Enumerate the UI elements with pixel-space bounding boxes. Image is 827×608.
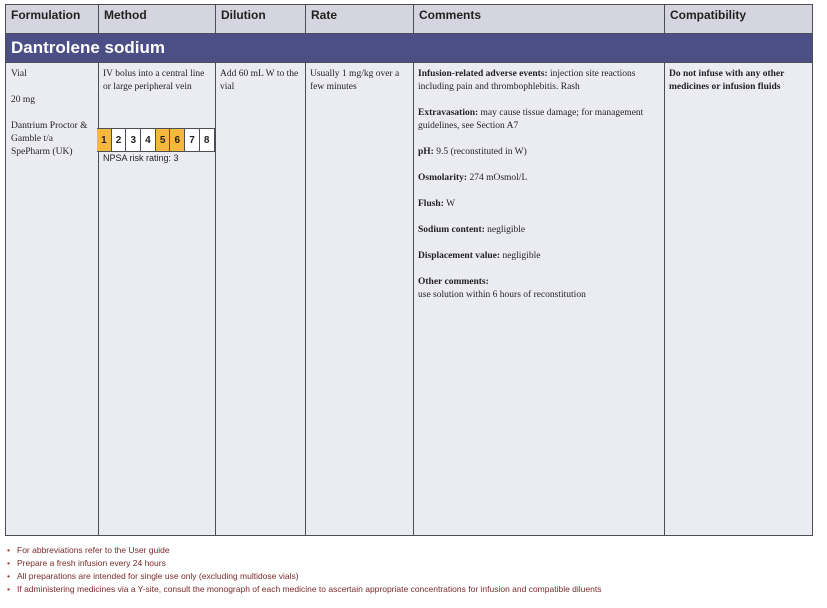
comment-extravasation — [418, 107, 660, 133]
risk-scale — [97, 128, 215, 152]
comment-adverse — [418, 68, 660, 94]
rate-text: Usually 1 mg/kg over a few minutes — [310, 69, 400, 92]
footnote-item — [7, 557, 601, 570]
comment-label: Extravasation: — [418, 108, 479, 118]
risk-box-8: 8 — [200, 129, 215, 151]
formulation-manufacturer: Dantrium Proctor & Gamble t/a SpePharm (UK) — [11, 121, 88, 157]
monograph-table — [5, 4, 813, 536]
formulation-strength: 20 mg — [11, 95, 36, 105]
comment-ph — [418, 146, 660, 159]
npsa-risk-rating: NPSA risk rating: 3 — [103, 153, 179, 163]
comment-other — [418, 276, 660, 302]
risk-box-2: 2 — [112, 129, 127, 151]
header-dilution: Dilution — [221, 8, 266, 22]
header-row — [6, 5, 812, 34]
divider — [98, 5, 99, 34]
risk-box-3: 3 — [126, 129, 141, 151]
comment-value: injection site reactions including pain and thrombophlebitis. Rash — [418, 69, 636, 92]
formulation-form: Vial — [11, 69, 27, 79]
compatibility-cell — [664, 65, 814, 107]
comment-value: W — [443, 199, 456, 209]
comment-label: Displacement value: — [418, 251, 501, 261]
dilution-cell — [215, 65, 305, 107]
risk-box-4: 4 — [141, 129, 156, 151]
header-formulation: Formulation — [11, 8, 81, 22]
header-rate: Rate — [311, 8, 338, 22]
comment-label: pH: — [418, 147, 434, 157]
comment-label: Other comments: — [418, 277, 489, 287]
dilution-text: Add 60 mL W to the vial — [220, 69, 299, 92]
method-text: IV bolus into a central line or large peripheral vein — [103, 69, 205, 92]
divider — [215, 63, 216, 536]
comment-flush — [418, 198, 660, 211]
risk-box-5: 5 — [156, 129, 171, 151]
bullet-icon: • — [7, 558, 10, 568]
divider — [664, 5, 665, 34]
bullet-icon: • — [7, 584, 10, 594]
divider — [664, 63, 665, 536]
bullet-icon: • — [7, 545, 10, 555]
footnote-item — [7, 544, 601, 557]
compatibility-text: Do not infuse with any other medicines or infusion fluids — [669, 69, 785, 92]
comment-value: negligible — [500, 251, 541, 261]
footnotes — [7, 544, 601, 596]
footnote-text: If administering medicines via a Y-site, consult the monograph of each medicine to ascertain appropriate concentrations for infusion and compatible diluents — [17, 584, 602, 594]
footnote-text: For abbreviations refer to the User guide — [17, 545, 170, 555]
method-cell — [98, 65, 215, 107]
comment-value: 274 mOsmol/L — [467, 173, 528, 183]
comment-label: Sodium content: — [418, 225, 485, 235]
bullet-icon: • — [7, 571, 10, 581]
comment-label: Flush: — [418, 199, 444, 209]
risk-box-1: 1 — [97, 129, 112, 151]
comment-label: Osmolarity: — [418, 173, 468, 183]
divider — [305, 5, 306, 34]
comments-cell — [413, 65, 664, 315]
footnote-text: All preparations are intended for single use only (excluding multidose vials) — [17, 571, 299, 581]
divider — [413, 5, 414, 34]
header-comments: Comments — [419, 8, 482, 22]
rate-cell — [305, 65, 413, 107]
footnote-text: Prepare a fresh infusion every 24 hours — [17, 558, 166, 568]
divider — [305, 63, 306, 536]
comment-value: use solution within 6 hours of reconstitution — [418, 290, 586, 300]
comment-value: negligible — [484, 225, 526, 235]
comment-label: Infusion-related adverse events: — [418, 69, 548, 79]
comment-value: 9.5 (reconstituted in W) — [433, 147, 527, 157]
comment-displacement — [418, 250, 660, 263]
risk-box-6: 6 — [170, 129, 185, 151]
comment-sodium — [418, 224, 660, 237]
header-method: Method — [104, 8, 147, 22]
footnote-item — [7, 583, 601, 596]
risk-box-7: 7 — [185, 129, 200, 151]
divider — [215, 5, 216, 34]
drug-title-bar — [6, 34, 812, 63]
footnote-item — [7, 570, 601, 583]
drug-name: Dantrolene sodium — [11, 38, 165, 57]
comment-value: may cause tissue damage; for management guidelines, see Section A7 — [418, 108, 644, 131]
formulation-cell — [6, 65, 98, 172]
comment-osmolarity — [418, 172, 660, 185]
header-compatibility: Compatibility — [670, 8, 747, 22]
